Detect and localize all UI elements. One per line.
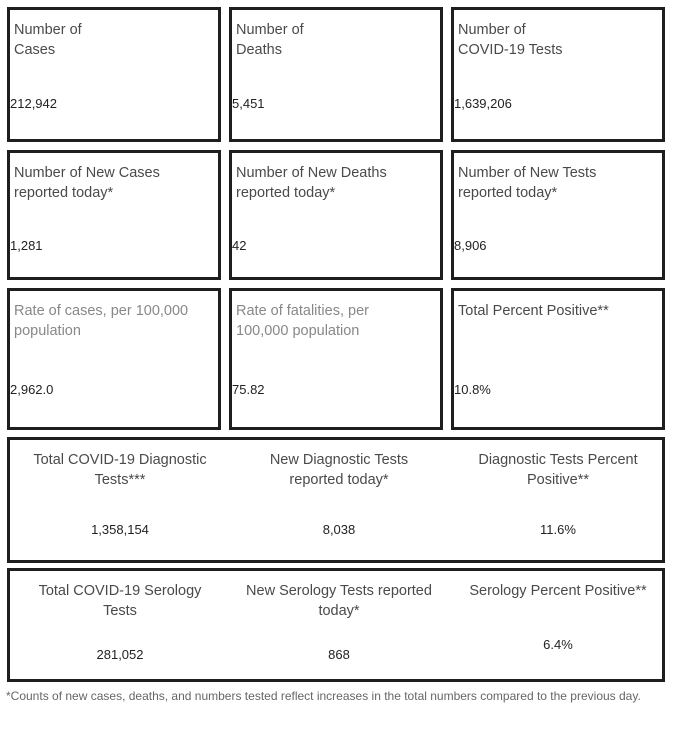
- case-rate-label: Rate of cases, per 100,000 population: [14, 303, 189, 339]
- diagnostic-total-cell: [10, 440, 230, 560]
- diagnostic-positive-cell: [448, 440, 668, 560]
- diagnostic-new-value: 8,038: [322, 522, 356, 537]
- serology-total-value: 281,052: [96, 647, 144, 662]
- new-deaths-value: 42: [232, 238, 247, 253]
- new-deaths-card: [229, 150, 443, 280]
- serology-positive-value: 6.4%: [543, 637, 573, 652]
- percent-positive-value: 10.8%: [454, 382, 491, 397]
- diagnostic-new-label: New Diagnostic Tests reported today*: [269, 452, 409, 488]
- diagnostic-tests-panel: [7, 437, 665, 563]
- serology-total-label: Total COVID-19 Serology Tests: [38, 583, 202, 619]
- deaths-card: [229, 7, 443, 142]
- fatality-rate-card: [229, 288, 443, 430]
- new-tests-value: 8,906: [454, 238, 487, 253]
- new-cases-value: 1,281: [10, 238, 43, 253]
- fatality-rate-label: Rate of fatalities, per 100,000 population: [236, 303, 369, 339]
- cases-value: 212,942: [10, 96, 57, 111]
- tests-value: 1,639,206: [454, 96, 512, 111]
- serology-positive-label: Serology Percent Positive**: [469, 583, 647, 599]
- percent-positive-label: Total Percent Positive**: [458, 303, 609, 319]
- fatality-rate-value: 75.82: [232, 382, 265, 397]
- new-deaths-label: Number of New Deaths reported today*: [236, 165, 387, 201]
- new-tests-card: [451, 150, 665, 280]
- new-cases-label: Number of New Cases reported today*: [14, 165, 160, 201]
- serology-tests-panel: [7, 568, 665, 682]
- deaths-label: Number of Deaths: [236, 22, 304, 58]
- diagnostic-positive-value: 11.6%: [540, 522, 576, 537]
- serology-positive-cell: [448, 571, 668, 679]
- serology-total-cell: [10, 571, 230, 679]
- footnote: *Counts of new cases, deaths, and numbers tested reflect increases in the total numbers compared to the previous day.: [6, 689, 641, 703]
- serology-new-label: New Serology Tests reported today*: [246, 583, 432, 619]
- case-rate-value: 2,962.0: [10, 382, 54, 397]
- cases-card: [7, 7, 221, 142]
- diagnostic-new-cell: [229, 440, 449, 560]
- diagnostic-total-label: Total COVID-19 Diagnostic Tests***: [33, 452, 207, 488]
- serology-new-value: 868: [328, 647, 350, 662]
- new-cases-card: [7, 150, 221, 280]
- diagnostic-positive-label: Diagnostic Tests Percent Positive**: [478, 452, 638, 488]
- cases-label: Number of Cases: [14, 22, 82, 58]
- tests-label: Number of COVID-19 Tests: [458, 22, 563, 58]
- serology-new-cell: [229, 571, 449, 679]
- diagnostic-total-value: 1,358,154: [91, 522, 149, 537]
- new-tests-label: Number of New Tests reported today*: [458, 165, 597, 201]
- case-rate-card: [7, 288, 221, 430]
- percent-positive-card: [451, 288, 665, 430]
- tests-card: [451, 7, 665, 142]
- deaths-value: 5,451: [232, 96, 265, 111]
